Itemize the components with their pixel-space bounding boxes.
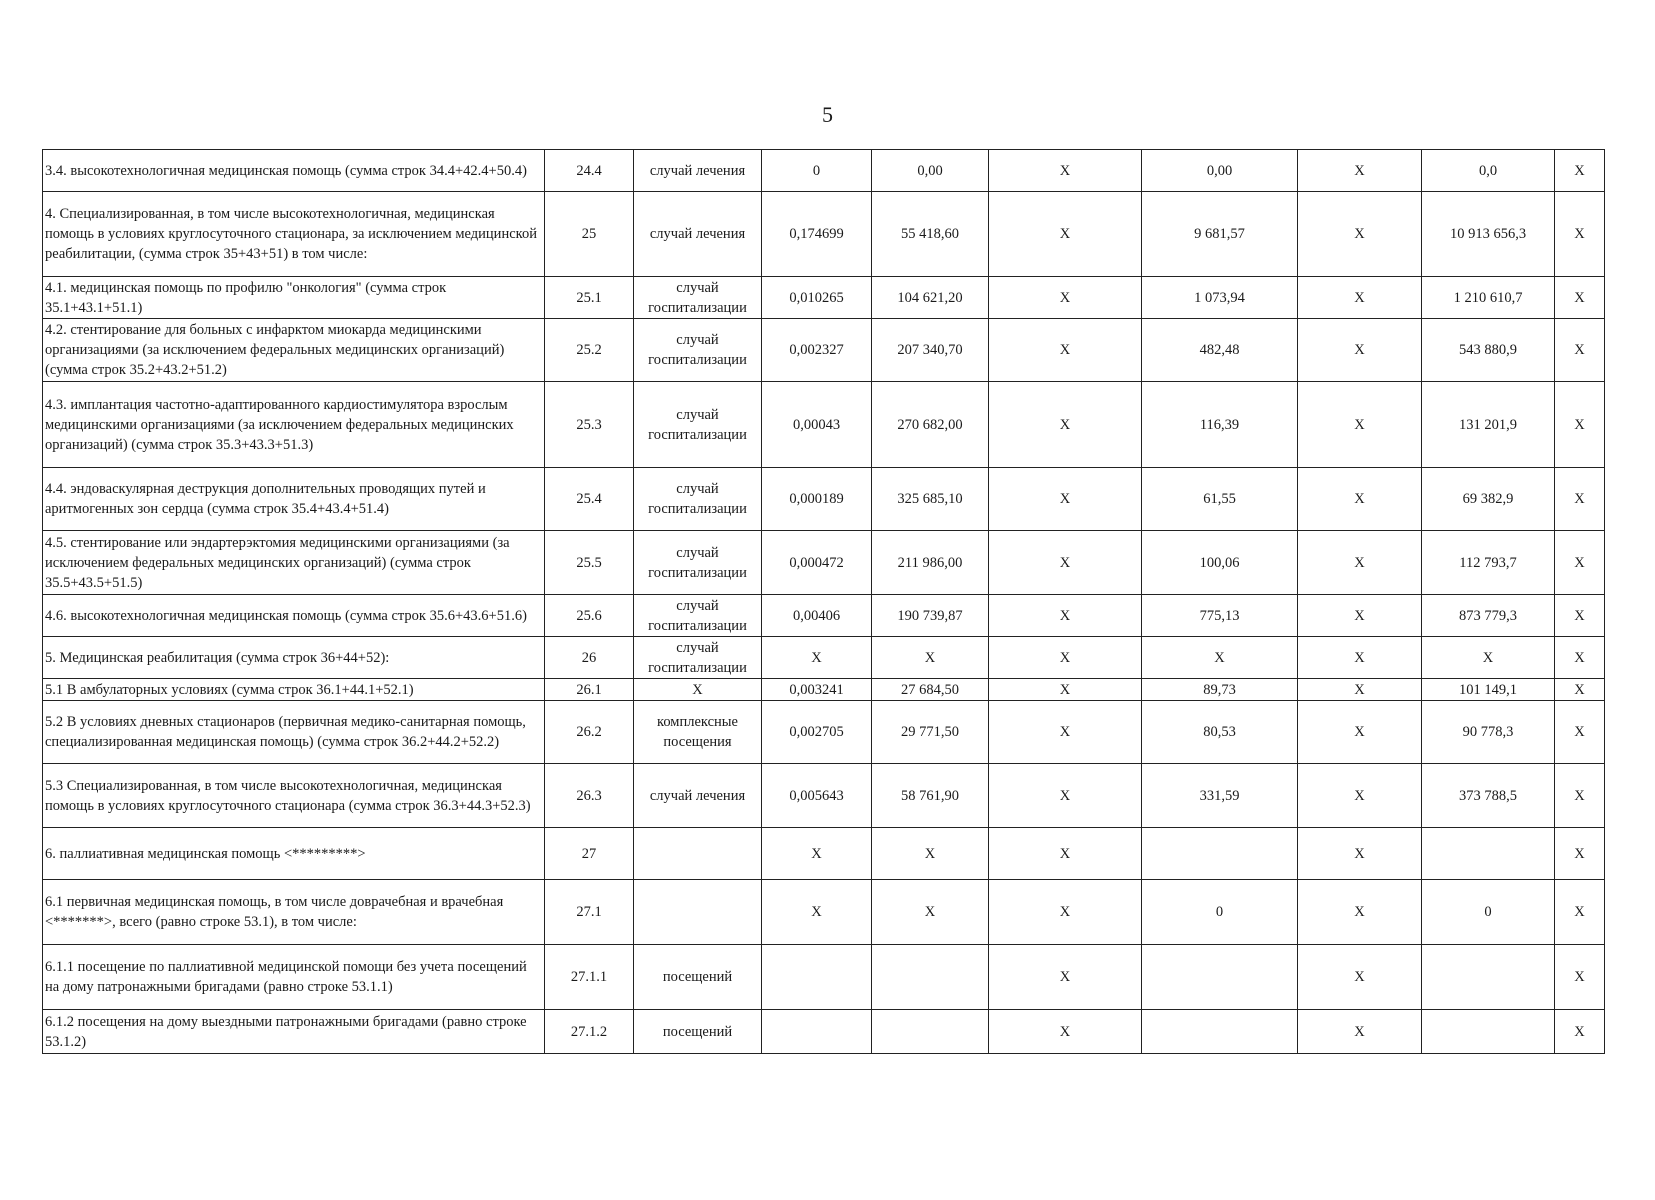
row-value-2: 58 761,90 [872,764,989,828]
row-code: 27.1.1 [545,945,634,1010]
row-value-7: X [1555,828,1605,880]
row-name: 4.2. стентирование для больных с инфарктом миокарда медицинскими организациями (за исключением федеральных медицинских организаций) (сумма строк 35.2+43.2+51.2) [43,319,545,382]
row-value-2: 207 340,70 [872,319,989,382]
table-row [43,828,1605,880]
row-value-6: 0 [1422,880,1555,945]
row-unit: случай госпитализации [634,319,762,382]
table-row [43,679,1605,701]
row-value-4: 0,00 [1142,150,1298,192]
row-value-6 [1422,1010,1555,1054]
row-value-3: X [989,319,1142,382]
row-name: 4.5. стентирование или эндартерэктомия медицинскими организациями (за исключением федеральных медицинских организаций) (сумма строк 35.5+43.5+51.5) [43,531,545,595]
row-value-4: 100,06 [1142,531,1298,595]
row-code: 25.6 [545,595,634,637]
row-value-5: X [1298,382,1422,468]
row-value-5: X [1298,595,1422,637]
row-value-2: 0,00 [872,150,989,192]
row-value-7: X [1555,764,1605,828]
table-row [43,880,1605,945]
row-value-4: 482,48 [1142,319,1298,382]
row-value-7: X [1555,945,1605,1010]
row-unit [634,880,762,945]
row-value-3: X [989,595,1142,637]
row-value-4: 775,13 [1142,595,1298,637]
row-value-3: X [989,828,1142,880]
row-value-1 [762,945,872,1010]
row-value-6: 0,0 [1422,150,1555,192]
row-name: 6.1.2 посещения на дому выездными патронажными бригадами (равно строке 53.1.2) [43,1010,545,1054]
data-table [42,149,1605,1054]
row-code: 27.1 [545,880,634,945]
row-value-4: 116,39 [1142,382,1298,468]
row-code: 25.5 [545,531,634,595]
row-value-3: X [989,679,1142,701]
row-value-3: X [989,764,1142,828]
row-code: 26.3 [545,764,634,828]
row-value-3: X [989,150,1142,192]
row-value-1: X [762,880,872,945]
row-value-7: X [1555,382,1605,468]
row-name: 4.3. имплантация частотно-адаптированного кардиостимулятора взрослым медицинскими организациями (за исключением федеральных медицинских организаций) (сумма строк 35.3+43.3+51.3) [43,382,545,468]
table-row [43,764,1605,828]
row-code: 27.1.2 [545,1010,634,1054]
table-row [43,319,1605,382]
row-name: 6.1 первичная медицинская помощь, в том числе доврачебная и врачебная <*******>, всего (равно строке 53.1), в том числе: [43,880,545,945]
row-code: 26 [545,637,634,679]
row-value-1: 0,010265 [762,277,872,319]
row-value-7: X [1555,637,1605,679]
row-value-6: 131 201,9 [1422,382,1555,468]
row-value-5: X [1298,764,1422,828]
row-name: 4. Специализированная, в том числе высокотехнологичная, медицинская помощь в условиях круглосуточного стационара, за исключением медицинской реабилитации, (сумма строк 35+43+51) в том числе: [43,192,545,277]
row-value-4: 80,53 [1142,701,1298,764]
row-value-1: 0 [762,150,872,192]
row-value-1: 0,00043 [762,382,872,468]
row-code: 25.2 [545,319,634,382]
row-value-3: X [989,192,1142,277]
page-number: 5 [822,102,833,127]
row-value-7: X [1555,531,1605,595]
row-name: 5.2 В условиях дневных стационаров (первичная медико-санитарная помощь, специализированная медицинская помощь) (сумма строк 36.2+44.2+52.2) [43,701,545,764]
row-value-1: 0,005643 [762,764,872,828]
row-value-7: X [1555,701,1605,764]
row-value-2: 190 739,87 [872,595,989,637]
row-name: 6. паллиативная медицинская помощь <*********> [43,828,545,880]
row-value-5: X [1298,192,1422,277]
row-name: 4.1. медицинская помощь по профилю "онкология" (сумма строк 35.1+43.1+51.1) [43,277,545,319]
row-value-3: X [989,468,1142,531]
row-value-4: 9 681,57 [1142,192,1298,277]
row-value-7: X [1555,319,1605,382]
row-unit: случай госпитализации [634,595,762,637]
table-row [43,945,1605,1010]
row-unit: посещений [634,1010,762,1054]
table-row [43,595,1605,637]
row-value-2: 29 771,50 [872,701,989,764]
row-code: 25.3 [545,382,634,468]
row-value-6: 373 788,5 [1422,764,1555,828]
row-value-3: X [989,701,1142,764]
row-value-5: X [1298,150,1422,192]
row-value-4 [1142,828,1298,880]
row-value-2: 211 986,00 [872,531,989,595]
table-row [43,150,1605,192]
row-value-3: X [989,880,1142,945]
row-name: 5. Медицинская реабилитация (сумма строк 36+44+52): [43,637,545,679]
table-row [43,531,1605,595]
row-code: 25 [545,192,634,277]
row-unit: случай госпитализации [634,531,762,595]
row-value-5: X [1298,468,1422,531]
row-value-7: X [1555,277,1605,319]
row-value-7: X [1555,1010,1605,1054]
row-value-6: 873 779,3 [1422,595,1555,637]
row-value-6 [1422,828,1555,880]
row-value-2: X [872,880,989,945]
row-unit: случай лечения [634,192,762,277]
table-row [43,192,1605,277]
row-name: 5.1 В амбулаторных условиях (сумма строк 36.1+44.1+52.1) [43,679,545,701]
row-value-4: X [1142,637,1298,679]
row-name: 6.1.1 посещение по паллиативной медицинской помощи без учета посещений на дому патронажными бригадами (равно строке 53.1.1) [43,945,545,1010]
table-row [43,382,1605,468]
row-value-2 [872,945,989,1010]
row-value-7: X [1555,468,1605,531]
row-value-6: X [1422,637,1555,679]
row-unit: посещений [634,945,762,1010]
table-row [43,468,1605,531]
table-row [43,637,1605,679]
row-value-4 [1142,945,1298,1010]
row-value-1: 0,000472 [762,531,872,595]
row-code: 25.4 [545,468,634,531]
row-value-1: 0,003241 [762,679,872,701]
row-unit: случай госпитализации [634,468,762,531]
row-value-4: 0 [1142,880,1298,945]
row-value-7: X [1555,192,1605,277]
row-value-1: 0,174699 [762,192,872,277]
row-value-6 [1422,945,1555,1010]
row-value-3: X [989,277,1142,319]
row-value-3: X [989,382,1142,468]
row-value-5: X [1298,679,1422,701]
row-value-5: X [1298,945,1422,1010]
row-value-1: 0,00406 [762,595,872,637]
row-value-5: X [1298,319,1422,382]
row-value-5: X [1298,828,1422,880]
row-value-4 [1142,1010,1298,1054]
row-value-5: X [1298,637,1422,679]
row-value-3: X [989,531,1142,595]
row-value-2: 27 684,50 [872,679,989,701]
row-value-6: 69 382,9 [1422,468,1555,531]
row-value-6: 112 793,7 [1422,531,1555,595]
row-value-2: 55 418,60 [872,192,989,277]
row-value-1: 0,002327 [762,319,872,382]
row-value-2: X [872,828,989,880]
row-value-6: 1 210 610,7 [1422,277,1555,319]
row-unit: X [634,679,762,701]
row-unit: комплексные посещения [634,701,762,764]
row-value-4: 89,73 [1142,679,1298,701]
row-value-1: 0,000189 [762,468,872,531]
row-value-3: X [989,1010,1142,1054]
row-value-2: X [872,637,989,679]
row-value-4: 1 073,94 [1142,277,1298,319]
row-value-7: X [1555,150,1605,192]
row-name: 3.4. высокотехнологичная медицинская помощь (сумма строк 34.4+42.4+50.4) [43,150,545,192]
table-row [43,277,1605,319]
row-code: 24.4 [545,150,634,192]
row-value-4: 61,55 [1142,468,1298,531]
row-unit [634,828,762,880]
row-name: 4.4. эндоваскулярная деструкция дополнительных проводящих путей и аритмогенных зон сердца (сумма строк 35.4+43.4+51.4) [43,468,545,531]
row-value-5: X [1298,531,1422,595]
row-value-4: 331,59 [1142,764,1298,828]
row-value-7: X [1555,880,1605,945]
row-value-1: 0,002705 [762,701,872,764]
row-value-3: X [989,637,1142,679]
row-value-1: X [762,637,872,679]
row-value-6: 90 778,3 [1422,701,1555,764]
row-code: 26.1 [545,679,634,701]
row-value-5: X [1298,1010,1422,1054]
row-value-6: 101 149,1 [1422,679,1555,701]
row-code: 25.1 [545,277,634,319]
row-value-7: X [1555,595,1605,637]
row-value-1: X [762,828,872,880]
row-name: 4.6. высокотехнологичная медицинская помощь (сумма строк 35.6+43.6+51.6) [43,595,545,637]
row-value-7: X [1555,679,1605,701]
row-value-6: 10 913 656,3 [1422,192,1555,277]
row-value-3: X [989,945,1142,1010]
row-code: 27 [545,828,634,880]
row-value-2 [872,1010,989,1054]
row-unit: случай госпитализации [634,637,762,679]
table-row [43,701,1605,764]
row-unit: случай госпитализации [634,277,762,319]
row-value-2: 104 621,20 [872,277,989,319]
row-code: 26.2 [545,701,634,764]
row-unit: случай лечения [634,150,762,192]
row-unit: случай лечения [634,764,762,828]
row-unit: случай госпитализации [634,382,762,468]
table-row [43,1010,1605,1054]
row-value-2: 325 685,10 [872,468,989,531]
row-value-2: 270 682,00 [872,382,989,468]
row-value-5: X [1298,880,1422,945]
row-name: 5.3 Специализированная, в том числе высокотехнологичная, медицинская помощь в условиях круглосуточного стационара (сумма строк 36.3+44.3+52.3) [43,764,545,828]
row-value-5: X [1298,701,1422,764]
row-value-1 [762,1010,872,1054]
row-value-6: 543 880,9 [1422,319,1555,382]
row-value-5: X [1298,277,1422,319]
